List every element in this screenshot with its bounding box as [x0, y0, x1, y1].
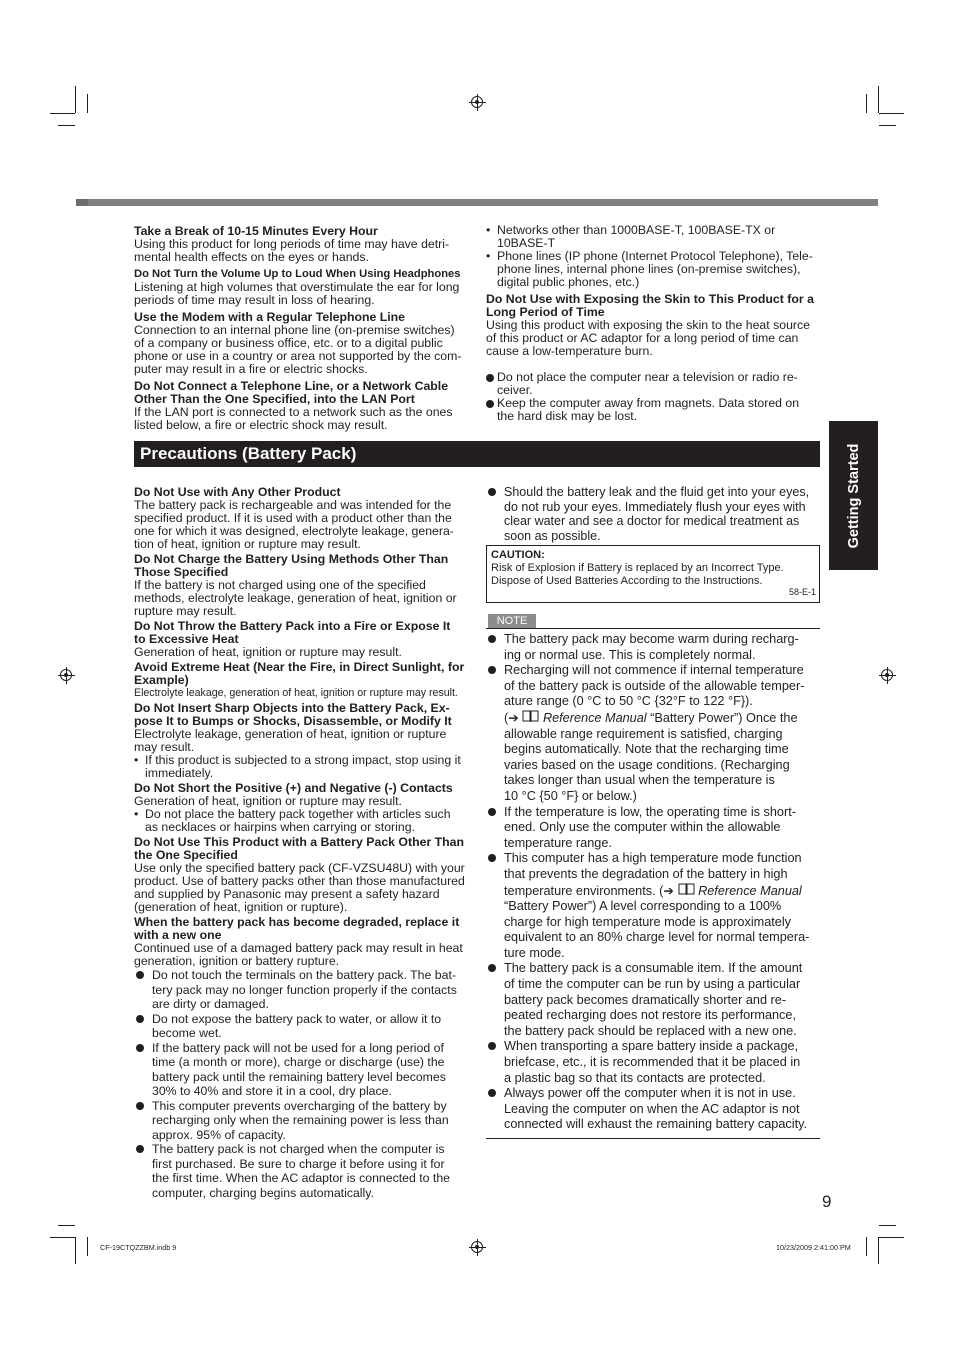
caution-code: 58-E-1 — [788, 587, 816, 597]
notes-list — [486, 632, 820, 1133]
list-item: This computer has a high temperature mode function that prevents the degradation of the battery in high temperature environments. (➔ Reference Manual “Battery Power”) A level corresponding to a 100% charge for high temperature mode is approximately equivalent to an 80% charge level for normal tempera- ture mode. — [486, 851, 820, 961]
paragraph: Generation of heat, ignition or rupture may result. — [134, 645, 402, 659]
side-tab — [829, 421, 878, 570]
side-tab-label: Getting Started — [845, 443, 862, 548]
paragraph: Generation of heat, ignition or rupture may result. — [134, 794, 402, 808]
eye-warning — [486, 485, 820, 543]
note-label: NOTE — [488, 614, 536, 628]
heading: Do Not Turn the Volume Up to Loud When Using Headphones — [134, 268, 461, 280]
paragraph: The battery pack is rechargeable and was intended for the specified product. If it is used with a product other than the one for which it was designed, electrolyte leakage, genera- tion of heat, ignition or rupture may result. — [134, 498, 454, 551]
heading: Do Not Use with Exposing the Skin to This Product for a Long Period of Time — [486, 292, 814, 319]
heading: Do Not Insert Sharp Objects into the Battery Pack, Ex- pose It to Bumps or Shocks, Disassemble, or Modify It — [134, 701, 452, 728]
list-item: This computer prevents overcharging of the battery by recharging only when the remaining power is less than approx. 95% of capacity. — [134, 1099, 476, 1143]
heading: Take a Break of 10-15 Minutes Every Hour — [134, 224, 378, 238]
heading: Do Not Use with Any Other Product — [134, 485, 341, 499]
paragraph: If the battery is not charged using one of the specified methods, electrolyte leakage, generation of heat, ignition or rupture may result. — [134, 578, 457, 618]
paragraph: Using this product for long periods of time may have detri- mental health effects on the eyes or hands. — [134, 237, 450, 264]
heading: Do Not Short the Positive (+) and Negative (-) Contacts — [134, 781, 453, 795]
list-item: The battery pack is not charged when the computer is first purchased. Be sure to charge it before using it for the first time. When the AC adaptor is connected to the computer, charging begins automatically. — [134, 1142, 476, 1200]
list-item: Keep the computer away from magnets. Data stored on the hard disk may be lost. — [486, 397, 826, 423]
registration-mark-left — [60, 669, 72, 681]
list-item: The battery pack is a consumable item. If the amount of time the computer can be run by using a particular battery pack becomes dramatically shorter and re- peated recharging does not restore its performance, the battery pack should be replaced with a new one. — [486, 961, 820, 1039]
caution-box — [486, 545, 820, 603]
registration-mark-bottom — [471, 1241, 483, 1253]
caution-text: Risk of Explosion if Battery is replaced by an Incorrect Type. Dispose of Used Batteries According to the Instructions. — [491, 562, 784, 587]
list-item: • Phone lines (IP phone (Internet Protocol Telephone), Tele- phone lines, internal phone lines (on-premise switches), digital public phones, etc.) — [486, 249, 813, 289]
caution-title: CAUTION: — [491, 549, 545, 561]
paragraph: Listening at high volumes that overstimulate the ear for long periods of time may result in loss of hearing. — [134, 280, 460, 307]
footer-left: CF-19CTQZZBM.indb 9 — [100, 1243, 177, 1252]
list-item: Do not expose the battery pack to water, or allow it to become wet. — [134, 1012, 476, 1041]
list-item: Do not place the computer near a television or radio re- ceiver. — [486, 371, 826, 397]
paragraph: If the LAN port is connected to a network such as the ones listed below, a fire or electric shock may result. — [134, 405, 453, 432]
paragraph: Using this product with exposing the skin to the heat source of this product or AC adaptor for a long period of time can cause a low-temperature burn. — [486, 318, 811, 358]
end-divider — [486, 1138, 820, 1139]
list-item: • Do not place the battery pack together with articles such as necklaces or hairpins when carrying or storing. — [134, 807, 451, 834]
heading: Do Not Charge the Battery Using Methods Other Than Those Specified — [134, 552, 449, 579]
list-item: Recharging will not commence if internal temperature of the battery pack is outside of the allowable temper- ature range (0 °C to 50 °C {32°F to 122 °F}). (➔ Reference Manual “Battery Power”) Once the allowable range requirement is satisfied, charging begins automatically. Note that the recharging time varies based on the usage conditions. (Recharging takes longer than usual when the temperature is 10 °C {50 °F} or below.) — [486, 663, 820, 804]
list-item: • Networks other than 1000BASE-T, 100BASE-TX or 10BASE-T — [486, 223, 776, 250]
paragraph: Electrolyte leakage, generation of heat, ignition or rupture may result. — [134, 687, 458, 699]
manual-icon — [522, 710, 539, 723]
left-top-column — [134, 225, 474, 436]
heading: When the battery pack has become degraded, replace it with a new one — [134, 915, 460, 942]
paragraph: Use only the specified battery pack (CF-VZSU48U) with your product. Use of battery packs other than those manufactured and supplied by Panasonic may present a safety hazard (generation of heat, ignition or rupture). — [134, 861, 465, 914]
header-bar — [76, 199, 878, 206]
list-item: If the battery pack will not be used for a long period of time (a month or more), charge or discharge (use) the battery pack until the remaining battery level becomes 30% to 40% and store it in a cool, dry place. — [134, 1041, 476, 1099]
list-item: Should the battery leak and the fluid get into your eyes, do not rub your eyes. Immediately flush your eyes with clear water and see a doctor for medical treatment as soon as possible. — [486, 485, 820, 543]
heading: Do Not Connect a Telephone Line, or a Network Cable Other Than the One Specified, into the LAN Port — [134, 379, 449, 406]
footer-right: 10/23/2009 2:41:00 PM — [776, 1243, 851, 1252]
heading: Avoid Extreme Heat (Near the Fire, in Direct Sunlight, for Example) — [134, 660, 465, 687]
heading: Do Not Throw the Battery Pack into a Fire or Expose It to Excessive Heat — [134, 619, 451, 646]
heading: Do Not Use This Product with a Battery Pack Other Than the One Specified — [134, 835, 465, 862]
manual-icon — [678, 883, 695, 896]
arrow-icon: ➔ — [663, 883, 675, 898]
right-top-column — [486, 224, 826, 423]
list-item: If the temperature is low, the operating time is short- ened. Only use the computer within the allowable temperature range. — [486, 805, 820, 852]
heading: Use the Modem with a Regular Telephone Line — [134, 310, 406, 324]
list-item: The battery pack may become warm during recharg- ing or normal use. This is completely normal. — [486, 632, 820, 663]
note-divider — [486, 628, 820, 629]
left-main-column — [134, 486, 476, 1200]
list-item: Do not touch the terminals on the battery pack. The bat- tery pack may no longer function properly if the contacts are dirty or damaged. — [134, 968, 476, 1012]
page-number: 9 — [822, 1192, 832, 1211]
registration-mark-right — [881, 669, 893, 681]
paragraph: Connection to an internal phone line (on-premise switches) of a company or business office, etc. or to a digital public phone or use in a country or area not supported by the com- puter may result in a fire or electric shocks. — [134, 323, 462, 376]
arrow-icon: ➔ — [508, 710, 519, 725]
manual-reference: Reference Manual — [698, 883, 802, 898]
list-item: Always power off the computer when it is not in use. Leaving the computer on when the AC adaptor is not connected will exhaust the remaining battery capacity. — [486, 1086, 820, 1133]
list-item: When transporting a spare battery inside a package, briefcase, etc., it is recommended that it be placed in a plastic bag so that its contacts are protected. — [486, 1039, 820, 1086]
section-title: Precautions (Battery Pack) — [134, 441, 820, 467]
list-item: • If this product is subjected to a strong impact, stop using it immediately. — [134, 753, 461, 780]
manual-reference: Reference Manual — [542, 710, 647, 725]
paragraph: Continued use of a damaged battery pack may result in heat generation, ignition or battery rupture. — [134, 941, 463, 968]
paragraph: Electrolyte leakage, generation of heat, ignition or rupture may result. — [134, 727, 447, 754]
registration-mark-top — [471, 96, 483, 108]
